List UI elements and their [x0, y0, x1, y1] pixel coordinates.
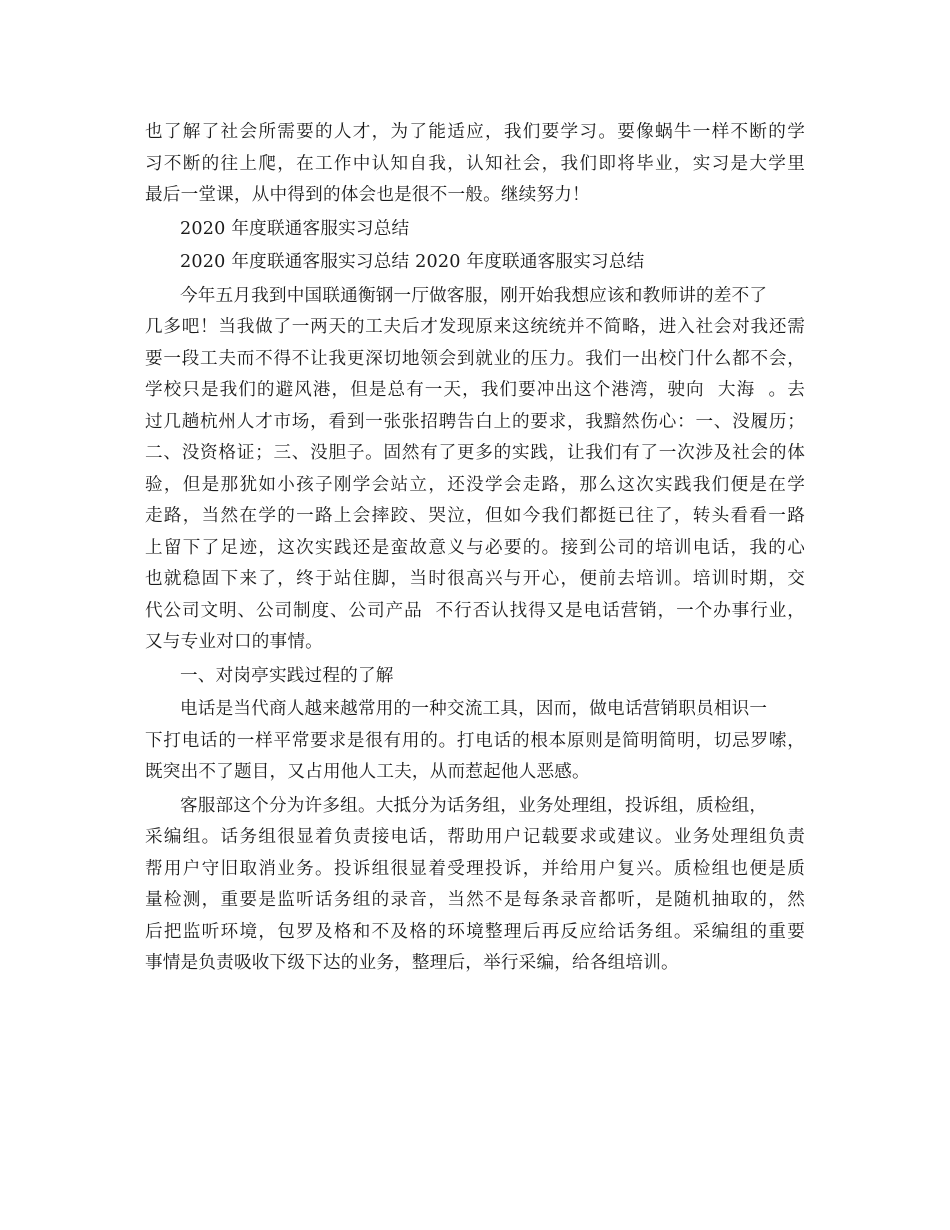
text-line: 也就稳固下来了，终于站住脚，当时很高兴与开心，便前去培训。培训时期，交	[145, 569, 805, 589]
section-subtitle	[145, 247, 805, 279]
text-line: 帮用户守旧取消业务。投诉组很显着受理投诉，并给用户复兴。质检组也便是质	[145, 858, 805, 879]
paragraph-departments	[145, 791, 805, 980]
text-line: 要一段工夫而不得不让我更深切地领会到就业的压力。我们一出校门什么都不会，	[145, 348, 805, 369]
text-line: 学校只是我们的避风港，但是总有一天，我们要冲出这个港湾，驶向 大海 。去	[145, 380, 805, 400]
paragraph-phone	[145, 694, 805, 789]
text-line: 又与专业对口的事情。	[145, 632, 323, 652]
text-line: 量检测，重要是监听话务组的录音，当然不是每条录音都听，是随机抽取的，然	[145, 890, 805, 910]
text-line: 2020 年度联通客服实习总结 2020 年度联通客服实习总结	[180, 252, 645, 272]
text-line: 也了解了社会所需要的人才，为了能适应，我们要学习。要像蜗牛一样不断的学	[145, 122, 805, 142]
text-line: 过几趟杭州人才市场，看到一张张招聘告白上的要求，我黯然伤心：一、没履历；	[145, 411, 805, 432]
text-line: 采编组。话务组很显着负责接电话，帮助用户记载要求或建议。业务处理组负责	[145, 827, 805, 847]
paragraph-intro	[145, 281, 805, 659]
document-body	[145, 117, 805, 982]
text-line: 既突出不了题目，又占用他人工夫，从而惹起他人恶感。	[145, 762, 590, 782]
text-line: 今年五月我到中国联通衡钢一厅做客服，刚开始我想应该和教师讲的差不了	[180, 285, 768, 306]
text-line: 习不断的往上爬，在工作中认知自我，认知社会，我们即将毕业，实习是大学里	[145, 153, 805, 174]
text-line: 后把监听环境，包罗及格和不及格的环境整理后再反应给话务组。采编组的重要	[145, 921, 805, 942]
text-line: 2020 年度联通客服实习总结	[180, 218, 410, 239]
text-line: 上留下了足迹，这次实践还是蛮故意义与必要的。接到公司的培训电话，我的心	[145, 537, 805, 558]
text-line: 事情是负责吸收下级下达的业务，整理后，举行采编，给各组培训。	[145, 953, 679, 973]
text-line: 走路，当然在学的一路上会摔跤、哭泣，但如今我们都挺已往了，转头看看一路	[145, 506, 805, 526]
text-line: 下打电话的一样平常要求是很有用的。打电话的根本原则是简明简明，切忌罗嗦，	[145, 730, 805, 751]
paragraph-continuation	[145, 117, 805, 212]
section-heading	[145, 661, 805, 693]
text-line: 二、没资格证；三、没胆子。固然有了更多的实践，让我们有了一次涉及社会的体	[145, 443, 805, 463]
text-line: 验，但是那犹如小孩子刚学会站立，还没学会走路，那么这次实践我们便是在学	[145, 474, 805, 495]
text-line: 几多吧！当我做了一两天的工夫后才发现原来这统统并不简略，进入社会对我还需	[145, 317, 805, 337]
text-line: 代公司文明、公司制度、公司产品 不行否认找得又是电话营销，一个办事行业，	[145, 600, 805, 621]
section-title	[145, 214, 805, 246]
text-line: 客服部这个分为许多组。大抵分为话务组，业务处理组，投诉组，质检组，	[180, 795, 768, 816]
text-line: 电话是当代商人越来越常用的一种交流工具，因而，做电话营销职员相识一	[180, 699, 768, 719]
text-line: 一、对岗亭实践过程的了解	[180, 665, 394, 686]
text-line: 最后一堂课，从中得到的体会也是很不一般。继续努力！	[145, 185, 590, 205]
